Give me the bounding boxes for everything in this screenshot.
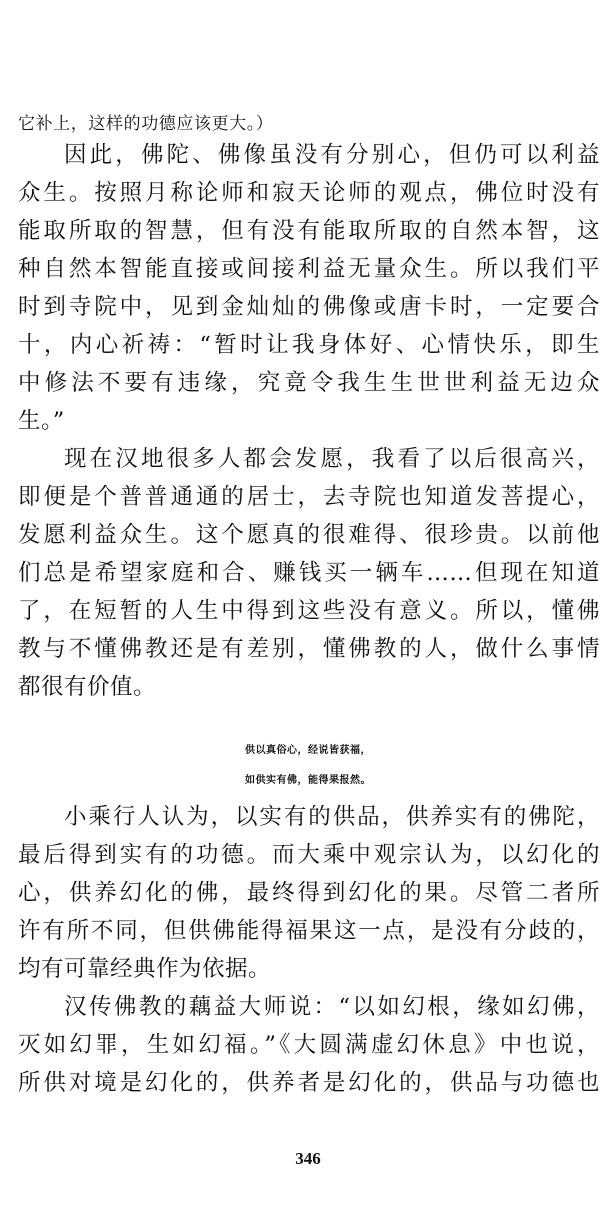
text-line: 现在汉地很多人都会发愿，我看了以后很高兴， (64, 446, 600, 472)
text-line: 发愿利益众生。这个愿真的很难得、很珍贵。以前他 (18, 522, 600, 548)
text-line: 众生。按照月称论师和寂天论师的观点，佛位时没有 (18, 180, 600, 206)
text-line: 心，供养幻化的佛，最终得到幻化的果。尽管二者所 (18, 880, 600, 906)
text-line: 时到寺院中，见到金灿灿的佛像或唐卡时，一定要合 (18, 294, 600, 320)
text-line: 许有所不同，但供佛能得福果这一点，是没有分歧的， (18, 918, 600, 944)
text-line: 们总是希望家庭和合、赚钱买一辆车……但现在知道 (18, 560, 600, 586)
text-line: 均有可靠经典作为依据。 (18, 956, 272, 982)
text-line: 中修法不要有违缘，究竟令我生生世世利益无边众 (18, 370, 600, 396)
text-line: 了，在短暂的人生中得到这些没有意义。所以，懂佛 (18, 598, 600, 624)
text-line: 最后得到实有的功德。而大乘中观宗认为，以幻化的 (18, 842, 600, 868)
text-line: 都很有价值。 (18, 674, 157, 700)
text-line: 种自然本智能直接或间接利益无量众生。所以我们平 (18, 256, 600, 282)
text-line: 即便是个普普通通的居士，去寺院也知道发菩提心， (18, 484, 600, 510)
text-line: 所供对境是幻化的，供养者是幻化的，供品与功德也 (18, 1070, 600, 1096)
text-line: 灭如幻罪，生如幻福。”《大圆满虚幻休息》中也说， (18, 1032, 600, 1058)
text-line: 十，内心祈祷：“暂时让我身体好、心情快乐，即生 (18, 332, 600, 358)
verse-line: 如供实有佛，能得果报然。 (245, 775, 371, 786)
page-number: 346 (295, 1149, 321, 1168)
text-line: 汉传佛教的藕益大师说：“以如幻根，缘如幻佛， (64, 994, 600, 1020)
text-line: 生。” (18, 408, 65, 434)
text-line: 因此，佛陀、佛像虽没有分别心，但仍可以利益 (64, 142, 600, 168)
text-line: 能取所取的智慧，但有没有能取所取的自然本智，这 (18, 218, 600, 244)
text-line: 教与不懂佛教还是有差别，懂佛教的人，做什么事情 (18, 636, 600, 662)
verse-line: 供以真俗心，经说皆获福， (245, 745, 371, 756)
text-line: 小乘行人认为，以实有的供品，供养实有的佛陀， (64, 804, 600, 830)
text-line: 它补上，这样的功德应该更大。） (18, 114, 274, 134)
